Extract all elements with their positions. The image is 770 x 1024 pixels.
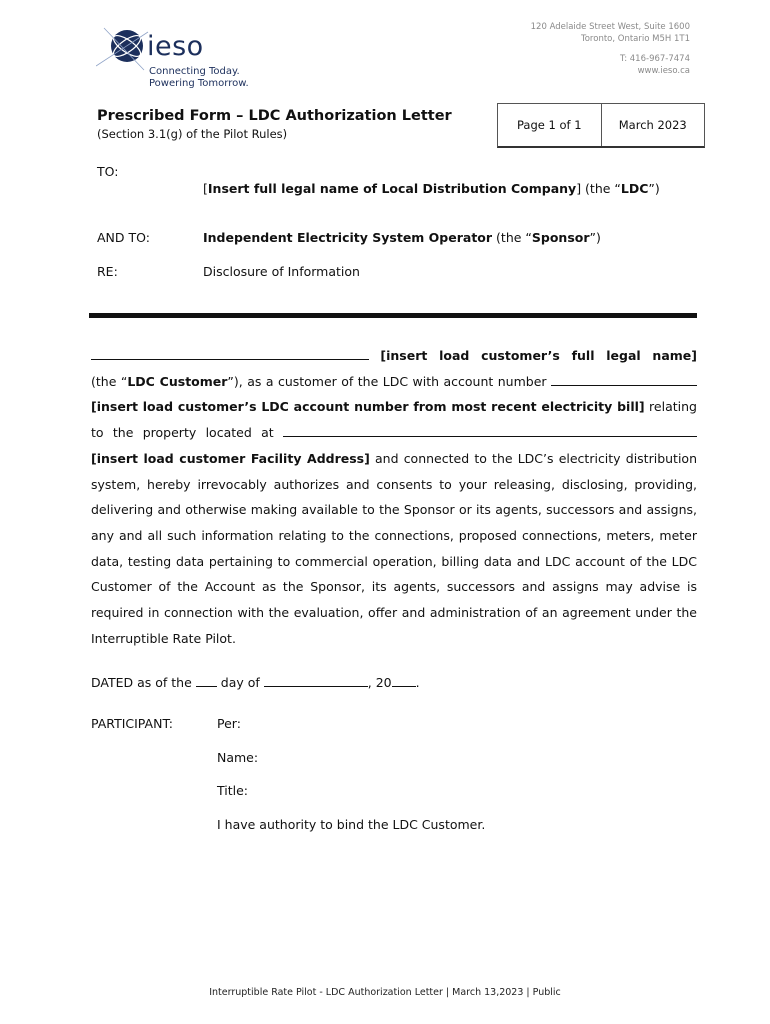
page-footer: Interruptible Rate Pilot - LDC Authorization Letter | March 13,2023 | Public: [209, 987, 561, 998]
to-value: [Insert full legal name of Local Distribution Company] (the “LDC”): [203, 181, 660, 196]
body-line-3: [insert load customer’s LDC account number from most recent electricity bill] relating: [91, 399, 697, 415]
per-label: Per:: [217, 716, 241, 731]
authority-statement: I have authority to bind the LDC Customer.: [217, 817, 486, 832]
to-label: TO:: [97, 164, 119, 179]
body-line-2: (the “LDC Customer”), as a customer of the LDC with account number: [91, 369, 697, 395]
logo-tagline: [149, 66, 249, 90]
address-block: [531, 21, 690, 77]
body-line-4: to the property located at: [91, 420, 697, 446]
re-label: RE:: [97, 264, 118, 279]
dated-line: DATED as of the day of , 20 .: [91, 672, 420, 690]
form-subtitle: (Section 3.1(g) of the Pilot Rules): [97, 127, 288, 141]
participant-label: PARTICIPANT:: [91, 716, 173, 731]
body-line-11: required in connection with the evaluation, offer and administration of an agreement under the: [91, 605, 697, 621]
body-line-10: Customer of the Account as the Sponsor, its agents, successors and assigns may advise is: [91, 579, 697, 595]
blank-account-number: [551, 371, 697, 386]
title-label: Title:: [217, 783, 248, 798]
body-line-6: system, hereby irrevocably authorizes and consents to your releasing, disclosing, providing,: [91, 476, 697, 492]
form-date: March 2023: [601, 104, 705, 146]
address-line-1: 120 Adelaide Street West, Suite 1600: [530, 22, 690, 32]
blank-day: [196, 672, 217, 687]
phone-number: T: 416-967-7474: [619, 54, 690, 64]
blank-year: [392, 672, 416, 687]
page-date-box: [497, 103, 705, 148]
name-label: Name:: [217, 750, 259, 765]
website: www.ieso.ca: [637, 66, 690, 76]
body-line-9: data, testing data pertaining to commercial operation, billing data and LDC account of the LDC: [91, 553, 697, 569]
authorization-paragraph: [91, 343, 697, 651]
body-line-8: any and all such information relating to the connections, proposed connections, meters, meter: [91, 527, 697, 543]
form-title: Prescribed Form – LDC Authorization Letter: [97, 108, 452, 124]
divider-rule: [89, 313, 697, 318]
page-number: Page 1 of 1: [516, 118, 582, 132]
body-line-5: [insert load customer Facility Address] and connected to the LDC’s electricity distribution: [91, 450, 697, 466]
tagline-line-2: Powering Tomorrow.: [149, 78, 249, 89]
logo-wordmark: ieso: [147, 31, 204, 62]
and-to-value: Independent Electricity System Operator (the “Sponsor”): [203, 230, 601, 245]
body-line-7: delivering and otherwise making available to the Sponsor or its agents, successors and assigns,: [91, 502, 697, 518]
body-line-12: Interruptible Rate Pilot.: [91, 630, 236, 646]
blank-month: [264, 672, 368, 687]
address-line-2: Toronto, Ontario M5H 1T1: [580, 34, 690, 44]
blank-customer-name: [91, 345, 369, 360]
body-line-1: [insert load customer’s full legal name]: [91, 343, 697, 369]
blank-property-address: [283, 422, 697, 437]
re-value: Disclosure of Information: [203, 264, 360, 279]
tagline-line-1: Connecting Today.: [149, 66, 240, 77]
and-to-label: AND TO:: [97, 230, 150, 245]
